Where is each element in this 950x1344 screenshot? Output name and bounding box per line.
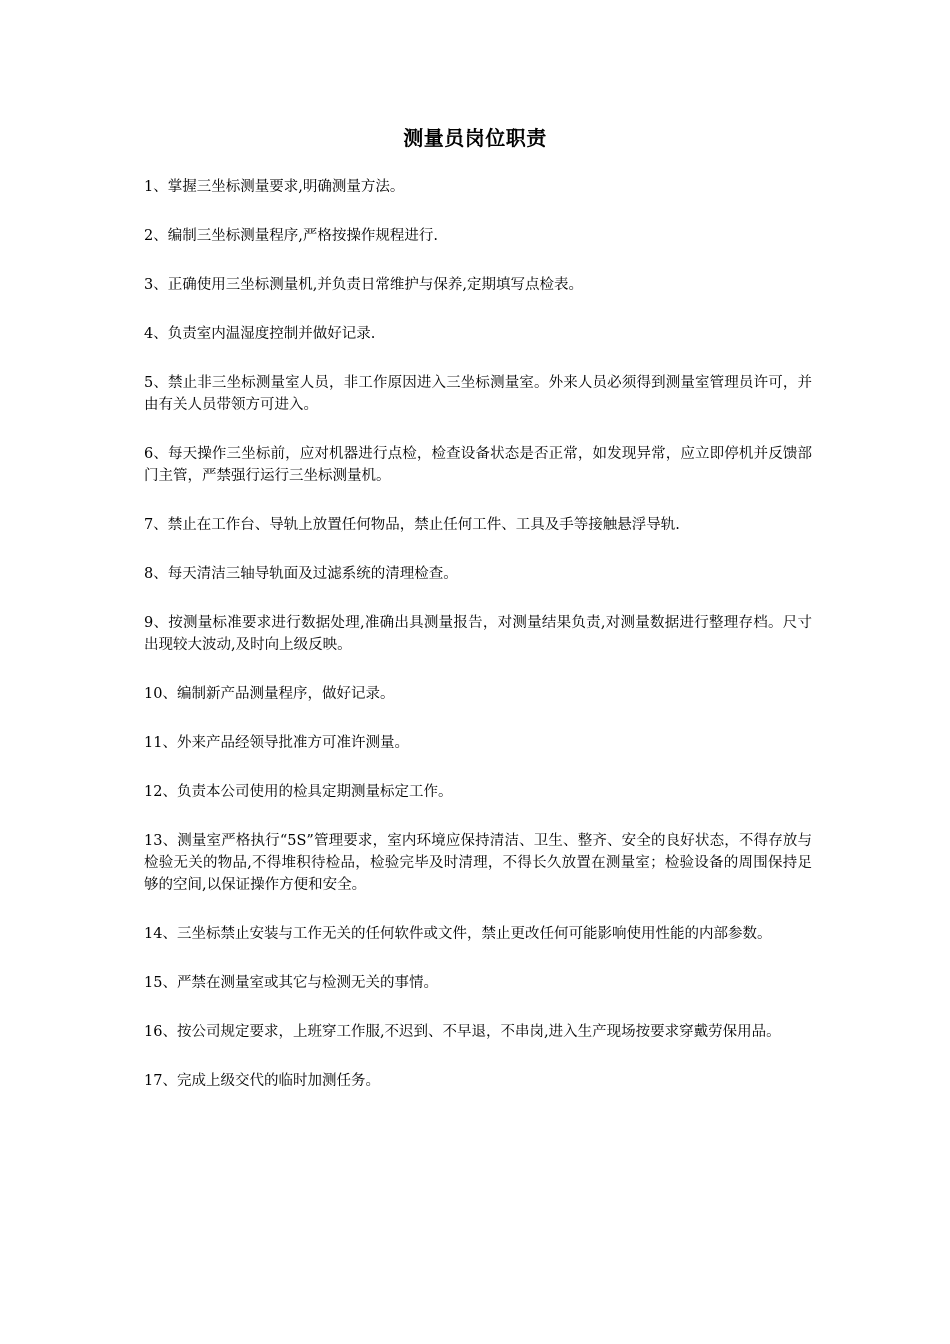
duty-list bbox=[144, 176, 812, 1119]
duty-item: 9、按测量标准要求进行数据处理,准确出具测量报告，对测量结果负责,对测量数据进行整理存档。尺寸出现较大波动,及时向上级反映。 bbox=[144, 615, 812, 653]
duty-item: 11、外来产品经领导批准方可准许测量。 bbox=[144, 735, 409, 751]
duty-item: 4、负责室内温湿度控制并做好记录. bbox=[144, 326, 376, 342]
duty-item: 5、禁止非三坐标测量室人员，非工作原因进入三坐标测量室。外来人员必须得到测量室管理员许可，并由有关人员带领方可进入。 bbox=[144, 375, 812, 413]
duty-item: 10、编制新产品测量程序，做好记录。 bbox=[144, 686, 395, 702]
duty-item: 2、编制三坐标测量程序,严格按操作规程进行. bbox=[144, 228, 438, 244]
duty-item: 16、按公司规定要求，上班穿工作服,不迟到、不早退，不串岗,进入生产现场按要求穿戴劳保用品。 bbox=[144, 1024, 781, 1040]
duty-item: 8、每天清洁三轴导轨面及过滤系统的清理检查。 bbox=[144, 566, 458, 582]
duty-item: 15、严禁在测量室或其它与检测无关的事情。 bbox=[144, 975, 438, 991]
duty-item: 13、测量室严格执行“5S”管理要求，室内环境应保持清洁、卫生、整齐、安全的良好状态，不得存放与检验无关的物品,不得堆积待检品，检验完毕及时清理，不得长久放置在测量室；检验设备的周围保持足够的空间,以保证操作方便和安全。 bbox=[144, 833, 812, 893]
duty-item: 7、禁止在工作台、导轨上放置任何物品，禁止任何工件、工具及手等接触悬浮导轨. bbox=[144, 517, 680, 533]
duty-item: 14、三坐标禁止安装与工作无关的任何软件或文件，禁止更改任何可能影响使用性能的内部参数。 bbox=[144, 926, 772, 942]
duty-item: 6、每天操作三坐标前，应对机器进行点检，检查设备状态是否正常，如发现异常，应立即停机并反馈部门主管，严禁强行运行三坐标测量机。 bbox=[144, 446, 812, 484]
duty-item: 1、掌握三坐标测量要求,明确测量方法。 bbox=[144, 179, 405, 195]
duty-item: 3、正确使用三坐标测量机,并负责日常维护与保养,定期填写点检表。 bbox=[144, 277, 583, 293]
duty-item: 12、负责本公司使用的检具定期测量标定工作。 bbox=[144, 784, 453, 800]
duty-item: 17、完成上级交代的临时加测任务。 bbox=[144, 1073, 380, 1089]
document-title: 测量员岗位职责 bbox=[403, 126, 547, 150]
